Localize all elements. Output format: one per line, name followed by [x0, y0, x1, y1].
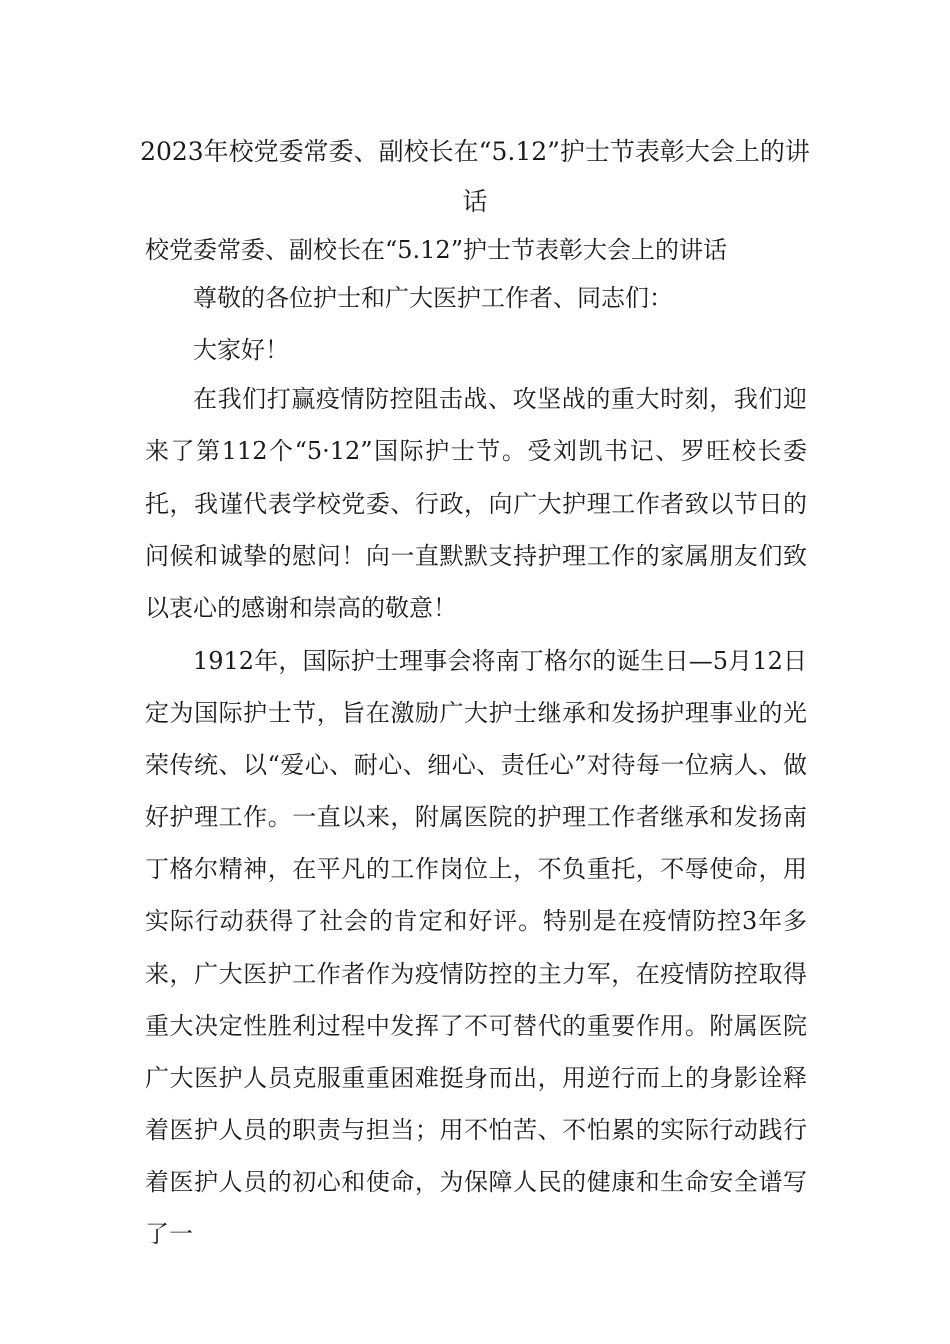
greeting: 大家好！ [193, 336, 289, 364]
salutation: 尊敬的各位护士和广大医护工作者、同志们： [193, 284, 673, 312]
document-title: 2023年校党委常委、副校长在“5.12”护士节表彰大会上的讲话 [140, 137, 810, 216]
document-subtitle: 校党委常委、副校长在“5.12”护士节表彰大会上的讲话 [145, 236, 727, 264]
body-paragraph-1: 在我们打赢疫情防控阻击战、攻坚战的重大时刻，我们迎来了第112个“5·12”国际护士节。受刘凯书记、罗旺校长委托，我谨代表学校党委、行政，向广大护理工作者致以节日的问候和诚挚的慰问！向一直默默支持护理工作的家属朋友们致以衷心的感谢和崇高的敬意！ [145, 385, 807, 623]
body-paragraph-2: 1912年，国际护士理事会将南丁格尔的诞生日—5月12日定为国际护士节，旨在激励广大护士继承和发扬护理事业的光荣传统、以“爱心、耐心、细心、责任心”对待每一位病人、做好护理工作。一直以来，附属医院的护理工作者继承和发扬南丁格尔精神，在平凡的工作岗位上，不负重托，不辱使命，用实际行动获得了社会的肯定和好评。特别是在疫情防控3年多来，广大医护工作者作为疫情防控的主力军，在疫情防控取得重大决定性胜利过程中发挥了不可替代的重要作用。附属医院广大医护人员克服重重困难挺身而出，用逆行而上的身影诠释着医护人员的职责与担当；用不怕苦、不怕累的实际行动践行着医护人员的初心和使命，为保障人民的健康和生命安全谱写了一 [145, 647, 807, 1249]
